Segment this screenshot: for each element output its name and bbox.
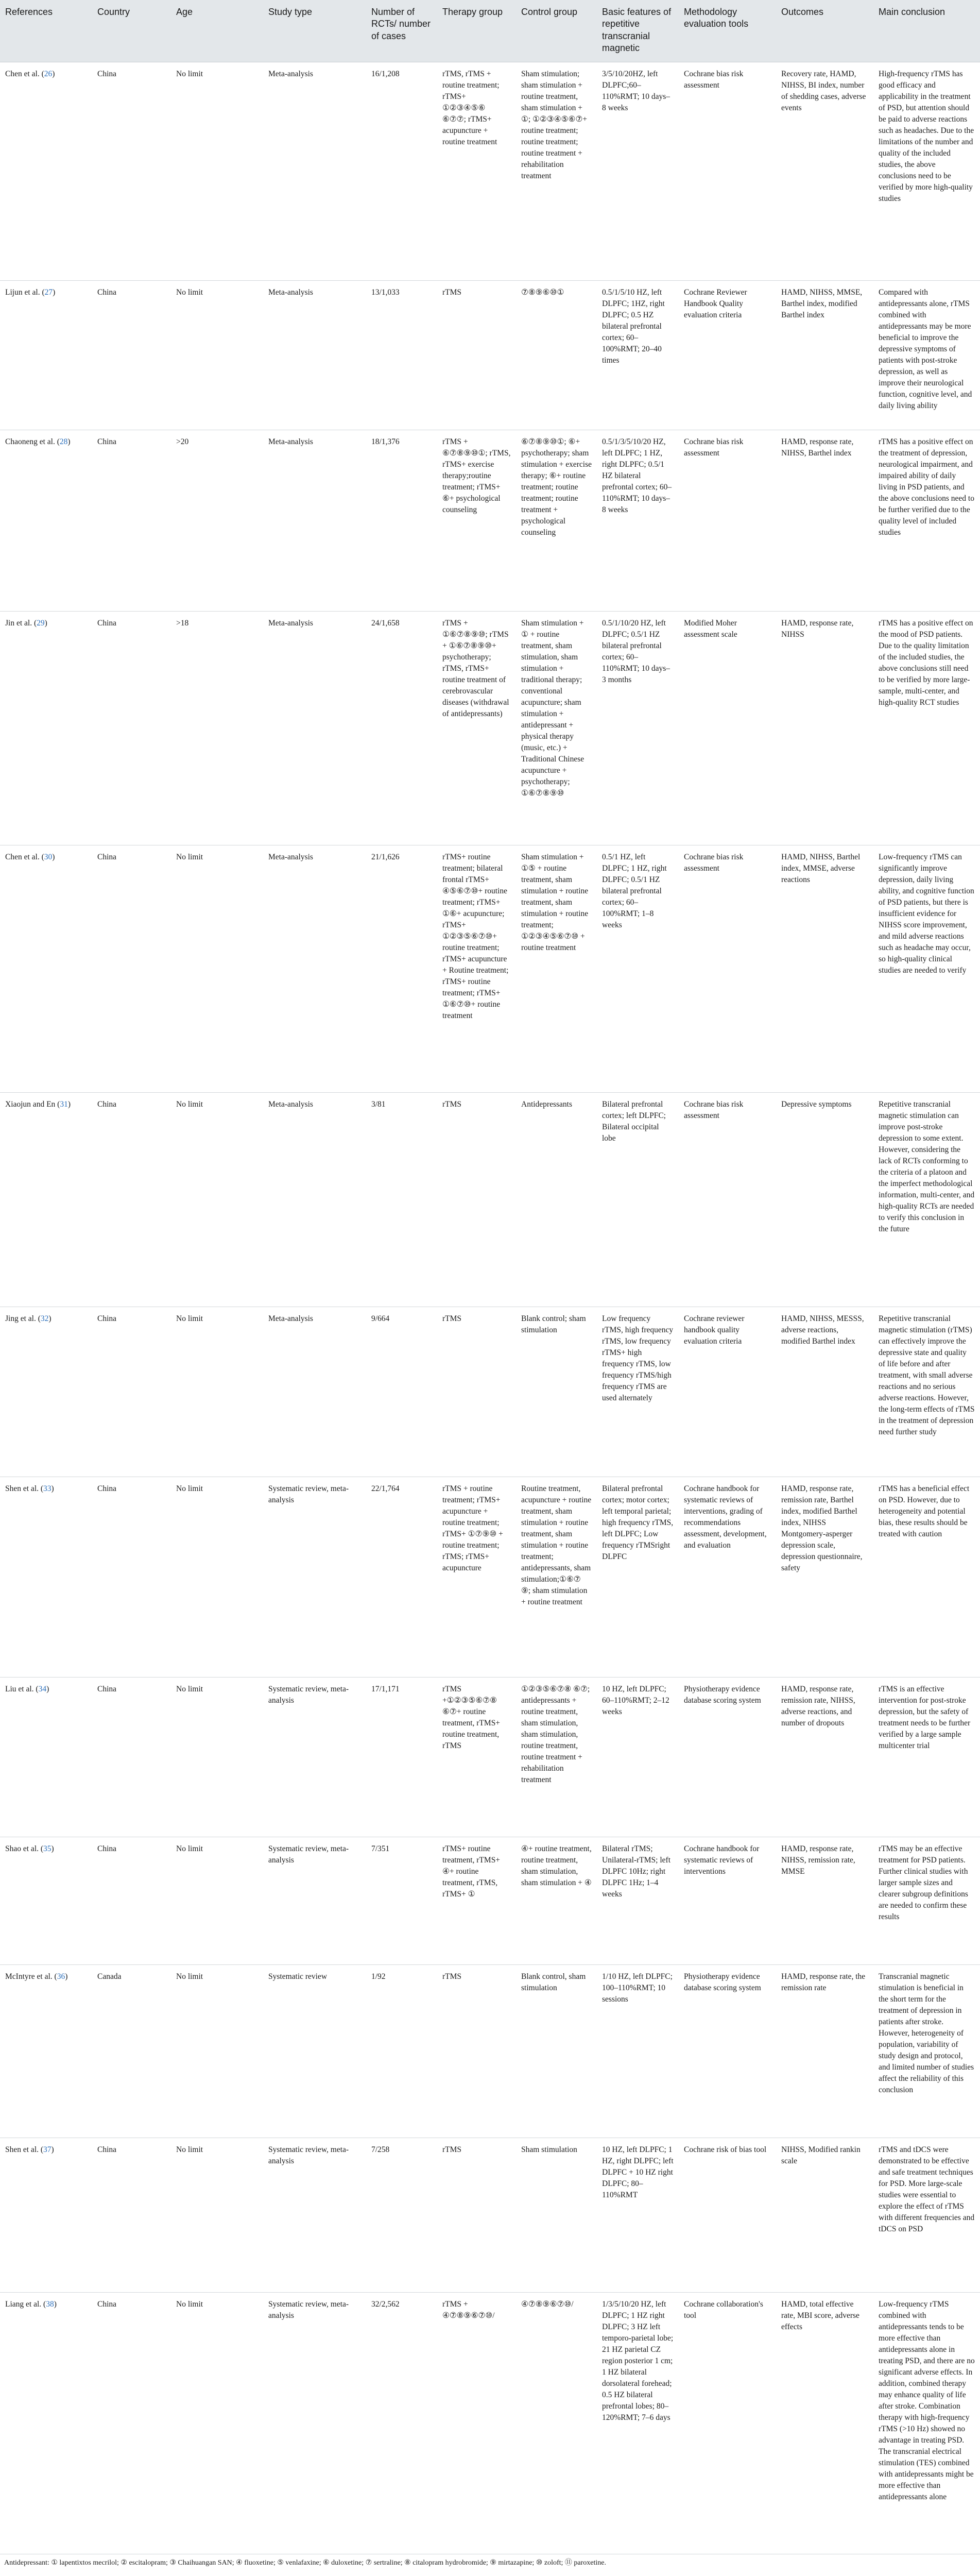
table-row xyxy=(0,2138,980,2292)
cell-country: China xyxy=(92,430,171,611)
cell-outcomes: Recovery rate, HAMD, NIHSS, BI index, number of shedding cases, adverse events xyxy=(776,62,873,280)
reference-close: ) xyxy=(51,1484,54,1493)
cell-control: Routine treatment, acupuncture + routine treatment, sham stimulation + routine treatment, sham stimulation + routine treatment; antidepressants, sham stimulation;①⑥⑦ ⑨; sham stimulation + routine treatment xyxy=(516,1477,597,1677)
cell-age: >18 xyxy=(171,611,263,845)
cell-age: No limit xyxy=(171,2292,263,2554)
header-main-conclusion: Main conclusion xyxy=(873,0,980,62)
header-control-group: Control group xyxy=(516,0,597,62)
cell-reference xyxy=(0,845,92,1092)
header-country: Country xyxy=(92,0,171,62)
cell-country: China xyxy=(92,280,171,430)
cell-therapy: rTMS + routine treatment; rTMS+ acupuncture + routine treatment; rTMS+ ①⑦⑨⑩ + routine treatment; rTMS; rTMS+ acupuncture xyxy=(437,1477,516,1677)
reference-link[interactable]: 30 xyxy=(44,852,53,861)
cell-outcomes: HAMD, response rate, the remission rate xyxy=(776,1964,873,2138)
cell-therapy: rTMS xyxy=(437,1307,516,1477)
reference-link[interactable]: 29 xyxy=(37,618,45,628)
cell-reference xyxy=(0,1307,92,1477)
cell-reference xyxy=(0,2292,92,2554)
cell-conclusion: Low-frequency rTMS can significantly improve depression, daily living ability, and cognitive function of PSD patients, but there is insufficient evidence for NIHSS score improvement, and mild adverse reactions such as headache may occur, so high-quality clinical studies are needed to verify xyxy=(873,845,980,1092)
cell-rcts: 22/1,764 xyxy=(366,1477,437,1677)
cell-rcts: 16/1,208 xyxy=(366,62,437,280)
header-row xyxy=(0,0,980,62)
cell-country: China xyxy=(92,1307,171,1477)
cell-outcomes: HAMD, NIHSS, MMSE, Barthel index, modified Barthel index xyxy=(776,280,873,430)
cell-outcomes: HAMD, response rate, NIHSS, remission rate, MMSE xyxy=(776,1837,873,1964)
table-footnote: Antidepressant: ① lapentixtos mecrilol; ② escitalopram; ③ Chaihuangan SAN; ④ fluoxetine; ⑤ venlafaxine; ⑥ duloxetine; ⑦ sertraline; ⑧ citalopram hydrobromide; ⑨ mirtazapine; ⑩ zoloft; ⑪ paroxetine. xyxy=(4,2558,606,2567)
cell-age: >20 xyxy=(171,430,263,611)
cell-study-type: Meta-analysis xyxy=(263,1307,366,1477)
cell-therapy: rTMS +①②③⑤⑥⑦⑧ ⑥⑦+ routine treatment, rTMS+ routine treatment, rTMS xyxy=(437,1677,516,1837)
table-row xyxy=(0,62,980,280)
reference-link[interactable]: 32 xyxy=(40,1314,49,1323)
cell-study-type: Systematic review, meta-analysis xyxy=(263,1477,366,1677)
reference-author: Jing et al. ( xyxy=(5,1314,41,1323)
cell-therapy: rTMS + ④⑦⑧⑨⑥⑦⑩/ xyxy=(437,2292,516,2554)
cell-rcts: 9/664 xyxy=(366,1307,437,1477)
cell-tools: Cochrane Reviewer Handbook Quality evaluation criteria xyxy=(679,280,776,430)
header-references: References xyxy=(0,0,92,62)
cell-country: China xyxy=(92,2292,171,2554)
cell-features: 1/10 HZ, left DLPFC; 100–110%RMT; 10 sessions xyxy=(597,1964,679,2138)
cell-tools: Cochrane bias risk assessment xyxy=(679,1092,776,1307)
cell-study-type: Meta-analysis xyxy=(263,1092,366,1307)
cell-therapy: rTMS xyxy=(437,1092,516,1307)
table-row xyxy=(0,1964,980,2138)
cell-tools: Physiotherapy evidence database scoring system xyxy=(679,1964,776,2138)
cell-tools: Cochrane handbook for systematic reviews of interventions xyxy=(679,1837,776,1964)
cell-country: Canada xyxy=(92,1964,171,2138)
cell-control: ④⑦⑧⑨⑥⑦⑩/ xyxy=(516,2292,597,2554)
cell-therapy: rTMS+ routine treatment, rTMS+ ④+ routine treatment, rTMS, rTMS+ ① xyxy=(437,1837,516,1964)
cell-control: Blank control, sham stimulation xyxy=(516,1964,597,2138)
reference-close: ) xyxy=(46,1684,49,1693)
cell-age: No limit xyxy=(171,1092,263,1307)
cell-outcomes: Depressive symptoms xyxy=(776,1092,873,1307)
cell-study-type: Systematic review, meta-analysis xyxy=(263,2138,366,2292)
reference-author: Jin et al. ( xyxy=(5,618,37,628)
cell-country: China xyxy=(92,845,171,1092)
cell-features: Bilateral rTMS; Unilateral-rTMS; left DLPFC 10Hz; right DLPFC 1Hz; 1–4 weeks xyxy=(597,1837,679,1964)
cell-country: China xyxy=(92,1837,171,1964)
cell-rcts: 13/1,033 xyxy=(366,280,437,430)
reference-author: Chaoneng et al. ( xyxy=(5,437,60,446)
table-row xyxy=(0,280,980,430)
cell-reference xyxy=(0,611,92,845)
header-methodology: Methodology evaluation tools xyxy=(679,0,776,62)
reference-author: Shen et al. ( xyxy=(5,2145,44,2154)
cell-features: 0.5/1 HZ, left DLPFC; 1 HZ, right DLPFC; 0.5/1 HZ bilateral prefrontal cortex; 60–100%RMT; 1–8 weeks xyxy=(597,845,679,1092)
cell-tools: Physiotherapy evidence database scoring system xyxy=(679,1677,776,1837)
cell-outcomes: HAMD, response rate, NIHSS, Barthel index xyxy=(776,430,873,611)
reference-close: ) xyxy=(54,2299,57,2309)
header-age: Age xyxy=(171,0,263,62)
reference-author: Shao et al. ( xyxy=(5,1844,44,1853)
cell-features: Bilateral prefrontal cortex; motor cortex; left temporal parietal; high frequency rTMS, left DLPFC; Low frequency rTMSright DLPFC xyxy=(597,1477,679,1677)
reference-link[interactable]: 26 xyxy=(44,69,53,78)
cell-age: No limit xyxy=(171,1307,263,1477)
cell-tools: Cochrane collaboration's tool xyxy=(679,2292,776,2554)
cell-rcts: 7/258 xyxy=(366,2138,437,2292)
reference-author: Shen et al. ( xyxy=(5,1484,44,1493)
cell-conclusion: Compared with antidepressants alone, rTMS combined with antidepressants may be more beneficial to improve the depressive symptoms of patients with post-stroke depression, as well as improve their neurological function, cognitive level, and daily living ability xyxy=(873,280,980,430)
header-study-type: Study type xyxy=(263,0,366,62)
cell-country: China xyxy=(92,611,171,845)
reference-link[interactable]: 35 xyxy=(43,1844,51,1853)
cell-conclusion: rTMS and tDCS were demonstrated to be effective and safe treatment techniques for PSD. More large-scale studies were essential to explore the effect of rTMS with different frequencies and tDCS on PSD xyxy=(873,2138,980,2292)
cell-reference xyxy=(0,430,92,611)
cell-features: 1/3/5/10/20 HZ, left DLPFC; 1 HZ right DLPFC; 3 HZ left temporo-parietal lobe; 21 HZ parietal CZ region posterior 1 cm; 1 HZ bilateral dorsolateral forehead; 0.5 HZ bilateral prefrontal lobes; 80–120%RMT; 7–6 days xyxy=(597,2292,679,2554)
cell-study-type: Meta-analysis xyxy=(263,62,366,280)
reference-close: ) xyxy=(52,852,55,861)
cell-tools: Cochrane bias risk assessment xyxy=(679,430,776,611)
cell-outcomes: HAMD, response rate, NIHSS xyxy=(776,611,873,845)
reference-close: ) xyxy=(48,1314,51,1323)
cell-country: China xyxy=(92,62,171,280)
cell-therapy: rTMS + ⑥⑦⑧⑨⑩①; rTMS, rTMS+ exercise therapy;routine treatment; rTMS+ ⑥+ psychological counseling xyxy=(437,430,516,611)
cell-outcomes: HAMD, NIHSS, Barthel index, MMSE, adverse reactions xyxy=(776,845,873,1092)
cell-features: 0.5/1/10/20 HZ, left DLPFC; 0.5/1 HZ bilateral prefrontal cortex; 60–110%RMT; 10 days–3 months xyxy=(597,611,679,845)
cell-features: 0.5/1/5/10 HZ, left DLPFC; 1HZ, right DLPFC; 0.5 HZ bilateral prefrontal cortex; 60–100%RMT; 20–40 times xyxy=(597,280,679,430)
cell-rcts: 7/351 xyxy=(366,1837,437,1964)
reference-link[interactable]: 28 xyxy=(59,437,68,446)
cell-rcts: 24/1,658 xyxy=(366,611,437,845)
cell-reference xyxy=(0,1964,92,2138)
cell-age: No limit xyxy=(171,1477,263,1677)
cell-conclusion: Repetitive transcranial magnetic stimulation (rTMS) can effectively improve the depressive state and quality of life before and after treatment, with small adverse reactions and no serious adverse reactions. However, the long-term effects of rTMS in the treatment of depression need further study xyxy=(873,1307,980,1477)
cell-conclusion: rTMS may be an effective treatment for PSD patients. Further clinical studies with larger sample sizes and clearer subgroup definitions are needed to confirm these results xyxy=(873,1837,980,1964)
reference-author: Chen et al. ( xyxy=(5,852,44,861)
cell-control: Sham stimulation + ① + routine treatment, sham stimulation, sham stimulation + traditional therapy; conventional acupuncture; sham stimulation + antidepressant + physical therapy (music, etc.) + Traditional Chinese acupuncture + psychotherapy; ①⑥⑦⑧⑨⑩ xyxy=(516,611,597,845)
cell-country: China xyxy=(92,2138,171,2292)
reference-close: ) xyxy=(67,437,71,446)
cell-control: ⑥⑦⑧⑨⑩①; ⑥+ psychotherapy; sham stimulation + exercise therapy; ⑥+ routine treatment; routine treatment; routine treatment + psychological counseling xyxy=(516,430,597,611)
cell-conclusion: rTMS has a positive effect on the mood of PSD patients. Due to the quality limitation of the included studies, the above conclusions still need to be verified by more large-sample, multi-center, and high-quality RCT studies xyxy=(873,611,980,845)
reference-link[interactable]: 37 xyxy=(43,2145,51,2154)
table-row xyxy=(0,1677,980,1837)
header-rcts: Number of RCTs/ number of cases xyxy=(366,0,437,62)
header-outcomes: Outcomes xyxy=(776,0,873,62)
cell-features: 10 HZ, left DLPFC; 1 HZ, right DLPFC; left DLPFC + 10 HZ right DLPFC; 80–110%RMT xyxy=(597,2138,679,2292)
table-row xyxy=(0,1837,980,1964)
cell-age: No limit xyxy=(171,845,263,1092)
cell-study-type: Systematic review xyxy=(263,1964,366,2138)
cell-outcomes: HAMD, response rate, remission rate, Barthel index, modified Barthel index, NIHSS Montgomery-asperger depression scale, depression questionnaire, safety xyxy=(776,1477,873,1677)
cell-control: Antidepressants xyxy=(516,1092,597,1307)
cell-study-type: Meta-analysis xyxy=(263,845,366,1092)
cell-reference xyxy=(0,1837,92,1964)
cell-age: No limit xyxy=(171,280,263,430)
cell-conclusion: rTMS is an effective intervention for post-stroke depression, but the safety of treatment needs to be further verified by a large sample multicenter trial xyxy=(873,1677,980,1837)
table-row xyxy=(0,1092,980,1307)
reference-author: Liu et al. ( xyxy=(5,1684,39,1693)
reference-close: ) xyxy=(51,2145,54,2154)
reference-link[interactable]: 27 xyxy=(44,287,53,297)
cell-therapy: rTMS+ routine treatment; bilateral frontal rTMS+ ④⑤⑥⑦⑩+ routine treatment; rTMS+ ①⑥+ acupuncture; rTMS+ ①②③⑤⑥⑦⑩+ routine treatment; rTMS+ acupuncture + Routine treatment; rTMS+ routine treatment; rTMS+ ①⑥⑦⑩+ routine treatment xyxy=(437,845,516,1092)
reference-author: Lijun et al. ( xyxy=(5,287,45,297)
header-basic-features: Basic features of repetitive transcranial magnetic xyxy=(597,0,679,62)
cell-rcts: 3/81 xyxy=(366,1092,437,1307)
cell-therapy: rTMS xyxy=(437,1964,516,2138)
cell-conclusion: Repetitive transcranial magnetic stimulation can improve post-stroke depression to some extent. However, considering the lack of RCTs conforming to the criteria of a platoon and the imperfect methodological information, multi-center, and high-quality RCTs are needed to verify this conclusion in the future xyxy=(873,1092,980,1307)
cell-tools: Cochrane handbook for systematic reviews of interventions, grading of recommendations assessment, development, and evaluation xyxy=(679,1477,776,1677)
reference-author: McIntyre et al. ( xyxy=(5,1972,57,1981)
reference-close: ) xyxy=(52,69,55,78)
cell-control: Blank control; sham stimulation xyxy=(516,1307,597,1477)
cell-tools: Cochrane risk of bias tool xyxy=(679,2138,776,2292)
cell-control: Sham stimulation xyxy=(516,2138,597,2292)
table-row xyxy=(0,2292,980,2554)
cell-country: China xyxy=(92,1677,171,1837)
cell-features: 0.5/1/3/5/10/20 HZ, left DLPFC; 1 HZ, right DLPFC; 0.5/1 HZ bilateral prefrontal cortex; 60–110%RMT; 10 days–8 weeks xyxy=(597,430,679,611)
cell-reference xyxy=(0,2138,92,2292)
cell-country: China xyxy=(92,1092,171,1307)
cell-therapy: rTMS + ①⑥⑦⑧⑨⑩; rTMS + ①⑥⑦⑧⑨⑩+ psychotherapy; rTMS, rTMS+ routine treatment of cerebrovascular diseases (withdrawal of antidepressants) xyxy=(437,611,516,845)
reference-close: ) xyxy=(44,618,47,628)
cell-outcomes: HAMD, response rate, remission rate, NIHSS, adverse reactions, and number of dropouts xyxy=(776,1677,873,1837)
table-body xyxy=(0,62,980,2554)
cell-study-type: Systematic review, meta-analysis xyxy=(263,2292,366,2554)
cell-tools: Modified Moher assessment scale xyxy=(679,611,776,845)
cell-reference xyxy=(0,62,92,280)
reference-link[interactable]: 36 xyxy=(57,1972,65,1981)
cell-rcts: 18/1,376 xyxy=(366,430,437,611)
table-row xyxy=(0,1477,980,1677)
cell-outcomes: HAMD, NIHSS, MESSS, adverse reactions, modified Barthel index xyxy=(776,1307,873,1477)
cell-conclusion: Transcranial magnetic stimulation is beneficial in the short term for the treatment of depression in patients after stroke. However, heterogeneity of population, variability of study design and protocol, and limited number of studies affect the reliability of this conclusion xyxy=(873,1964,980,2138)
cell-conclusion: rTMS has a beneficial effect on PSD. However, due to heterogeneity and potential bias, these results should be treated with caution xyxy=(873,1477,980,1677)
table-row xyxy=(0,611,980,845)
reference-close: ) xyxy=(53,287,56,297)
table-header xyxy=(0,0,980,62)
cell-rcts: 32/2,562 xyxy=(366,2292,437,2554)
cell-age: No limit xyxy=(171,1964,263,2138)
cell-reference xyxy=(0,1477,92,1677)
reference-author: Liang et al. ( xyxy=(5,2299,46,2309)
table-row xyxy=(0,1307,980,1477)
cell-tools: Cochrane bias risk assessment xyxy=(679,845,776,1092)
cell-rcts: 21/1,626 xyxy=(366,845,437,1092)
cell-country: China xyxy=(92,1477,171,1677)
reference-close: ) xyxy=(67,1099,71,1109)
cell-therapy: rTMS xyxy=(437,2138,516,2292)
cell-study-type: Meta-analysis xyxy=(263,611,366,845)
cell-age: No limit xyxy=(171,1837,263,1964)
cell-conclusion: High-frequency rTMS has good efficacy and applicability in the treatment of PSD, but attention should be paid to adverse reactions such as headaches. Due to the limitations of the number and quality of the included studies, the above conclusions need to be verified by more high-quality studies xyxy=(873,62,980,280)
reference-link[interactable]: 33 xyxy=(43,1484,51,1493)
reference-close: ) xyxy=(65,1972,68,1981)
cell-age: No limit xyxy=(171,62,263,280)
cell-conclusion: Low-frequency rTMS combined with antidepressants tends to be more effective than antidepressants alone in treating PSD, and there are no significant adverse effects. In addition, combined therapy may enhance quality of life after stroke. Combination therapy with high-frequency rTMS (>10 Hz) showed no advantage in treating PSD. The transcranial electrical stimulation (TES) combined with antidepressants might be more effective than antidepressants alone xyxy=(873,2292,980,2554)
table-row xyxy=(0,430,980,611)
cell-control: ①②③⑤⑥⑦⑧ ⑥⑦; antidepressants + routine treatment, sham stimulation, sham stimulation, routine treatment, routine treatment + rehabilitation treatment xyxy=(516,1677,597,1837)
cell-features: 10 HZ, left DLPFC; 60–110%RMT; 2–12 weeks xyxy=(597,1677,679,1837)
reference-link[interactable]: 38 xyxy=(46,2299,54,2309)
cell-age: No limit xyxy=(171,1677,263,1837)
cell-study-type: Systematic review, meta-analysis xyxy=(263,1837,366,1964)
cell-control: Sham stimulation; sham stimulation + routine treatment, sham stimulation + ①; ①②③④⑤⑥⑦+ routine treatment; routine treatment; routine treatment + rehabilitation treatment xyxy=(516,62,597,280)
reference-close: ) xyxy=(51,1844,54,1853)
reference-link[interactable]: 31 xyxy=(60,1099,68,1109)
cell-reference xyxy=(0,280,92,430)
cell-outcomes: NIHSS, Modified rankin scale xyxy=(776,2138,873,2292)
cell-reference xyxy=(0,1677,92,1837)
cell-therapy: rTMS xyxy=(437,280,516,430)
cell-tools: Cochrane bias risk assessment xyxy=(679,62,776,280)
cell-age: No limit xyxy=(171,2138,263,2292)
cell-rcts: 17/1,171 xyxy=(366,1677,437,1837)
cell-features: 3/5/10/20HZ, left DLPFC;60–110%RMT; 10 days–8 weeks xyxy=(597,62,679,280)
header-therapy-group: Therapy group xyxy=(437,0,516,62)
cell-features: Low frequency rTMS, high frequency rTMS, low frequency rTMS+ high frequency rTMS, low frequency rTMS/high frequency rTMS are used alternately xyxy=(597,1307,679,1477)
cell-reference xyxy=(0,1092,92,1307)
cell-study-type: Meta-analysis xyxy=(263,280,366,430)
reference-author: Chen et al. ( xyxy=(5,69,44,78)
reference-author: Xiaojun and En ( xyxy=(5,1099,60,1109)
reference-link[interactable]: 34 xyxy=(38,1684,47,1693)
cell-rcts: 1/92 xyxy=(366,1964,437,2138)
cell-control: ⑦⑧⑨⑥⑩① xyxy=(516,280,597,430)
cell-outcomes: HAMD, total effective rate, MBI score, adverse effects xyxy=(776,2292,873,2554)
cell-features: Bilateral prefrontal cortex; left DLPFC; Bilateral occipital lobe xyxy=(597,1092,679,1307)
cell-therapy: rTMS, rTMS + routine treatment; rTMS+ ①②③④⑤⑥ ⑥⑦⑦; rTMS+ acupuncture + routine treatment xyxy=(437,62,516,280)
cell-study-type: Systematic review, meta-analysis xyxy=(263,1677,366,1837)
cell-tools: Cochrane reviewer handbook quality evaluation criteria xyxy=(679,1307,776,1477)
cell-conclusion: rTMS has a positive effect on the treatment of depression, neurological impairment, and impaired ability of daily living in PSD patients, and the above conclusions need to be further verified due to the quality level of included studies xyxy=(873,430,980,611)
table-row xyxy=(0,845,980,1092)
cell-control: ④+ routine treatment, routine treatment, sham stimulation, sham stimulation + ④ xyxy=(516,1837,597,1964)
cell-control: Sham stimulation + ①⑤ + routine treatment, sham stimulation + routine treatment, sham stimulation + routine treatment; ①②③④⑤⑥⑦⑩ + routine treatment xyxy=(516,845,597,1092)
cell-study-type: Meta-analysis xyxy=(263,430,366,611)
